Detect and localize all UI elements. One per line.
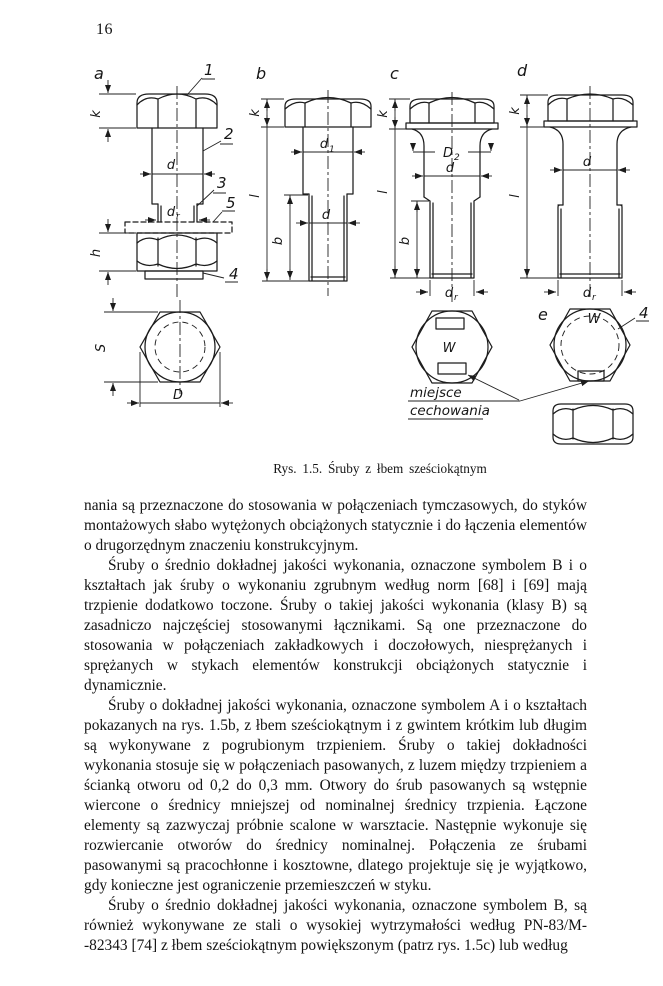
bolt-c-drawing [389, 92, 498, 302]
variant-label-a: a [94, 64, 104, 83]
paragraph-2: Śruby o średnio dokładnej jakości wykonania, oznaczone symbolem B i o kształtach jak śruby o wykonaniu zgrubnym według norm [68] i [69] mają trzpienie dodatkowo toczone. Śruby o takiej jakości wykonania (klasy B) są zasadniczo najczęściej stosowanymi łącznikami. Są one przeznaczone do stosowania w połączeniach zakładkowych i doczołowych, niesprężanych i sprężanych w stykach elementów konstrukcji obciążonych statycznie i dynamicznie. [84, 557, 587, 694]
dim-dr-sub-bolt-d: r [592, 293, 596, 303]
dim-d-bolt-d: d [582, 155, 592, 170]
dim-D2-sub-bolt-c: 2 [454, 153, 460, 163]
nut-side-view [553, 404, 633, 444]
variant-label-d: d [517, 61, 528, 80]
dim-d1-sub-bolt-b: 1 [329, 145, 335, 155]
callout-4-hex-e: 4 [639, 304, 649, 322]
marking-label-line2: cechowania [410, 403, 490, 419]
dim-dr-sub-bolt-c: r [454, 293, 458, 303]
dim-D2-bolt-c: D [442, 146, 454, 161]
dim-k-bolt-d: k [508, 107, 523, 115]
paragraph-4: Śruby o średnio dokładnej jakości wykonania, oznaczone symbolem B, są również wykonywane ze stali o wysokiej wytrzymałości według PN-83/M- -82343 [74] z łbem sześciokątnym powiększonym (patrz rys. 1.5c) lub według [84, 897, 587, 954]
callout-3: 3 [217, 174, 227, 192]
hex-view-a [104, 298, 233, 407]
bolt-b-drawing [261, 90, 371, 296]
dim-dr-bolt-a: d [166, 205, 176, 220]
marking-label-line1: miejsce [410, 385, 462, 401]
dim-h-bolt-a: h [89, 248, 104, 258]
dim-d-bolt-c: d [445, 161, 455, 176]
variant-label-b: b [256, 64, 267, 83]
dim-d1-bolt-b: d [319, 137, 329, 152]
dim-k-bolt-a: k [89, 110, 104, 118]
figure-caption: Rys. 1.5. Śruby z łbem sześciokątnym [273, 461, 487, 476]
dim-k-bolt-c: k [376, 110, 391, 118]
callout-4: 4 [229, 265, 239, 283]
figure-rys-1-5 [0, 0, 663, 456]
dim-D: D [172, 388, 184, 403]
bolt-drawing-svg [0, 0, 663, 456]
dim-W-left-hex: W [442, 341, 456, 356]
dim-l-bolt-d: l [508, 194, 523, 198]
page-number: 16 [96, 21, 113, 38]
dim-d-bolt-a: d [166, 158, 176, 173]
dim-dr-bolt-d: d [582, 286, 592, 301]
callout-5: 5 [226, 194, 236, 212]
dim-k-bolt-b: k [248, 109, 263, 117]
body-text [84, 496, 587, 956]
dim-l-bolt-c: l [376, 190, 391, 194]
dim-dr-sub-bolt-a: r [176, 212, 180, 222]
dim-dr-bolt-c: d [444, 286, 454, 301]
dim-W-right-hex: W [587, 312, 601, 327]
dim-l-bolt-b: l [248, 194, 263, 198]
callout-2: 2 [224, 125, 234, 143]
variant-label-e: e [538, 305, 548, 324]
paragraph-1: nania są przeznaczone do stosowania w połączeniach tymczasowych, do styków montażowych słabo wytężonych obciążonych statycznie i do łączenia elementów o drugorzędnym znaczeniu konstrukcyjnym. [84, 497, 587, 554]
bolt-d-drawing [520, 86, 637, 300]
dim-b-bolt-c: b [398, 236, 413, 246]
callout-1: 1 [204, 61, 214, 79]
dim-b-bolt-b: b [271, 236, 286, 246]
dim-d-bolt-b: d [321, 208, 331, 223]
dim-S: S [94, 343, 109, 353]
paragraph-3: Śruby o dokładnej jakości wykonania, oznaczone symbolem A i o kształtach pokazanych na rys. 1.5b, z łbem sześciokątnym i z gwintem krótkim lub długim są wykonywane z pogrubionym trzpieniem. Śruby o takiej dokładności wykonania stosuje się w połączeniach pasowanych, z luzem między trzpieniem a ścianką otworu od 0,2 do 0,3 mm. Otwory do śrub pasowanych są wstępnie wiercone o średnicy mniejszej od nominalnej średnicy trzpienia. Łączone elementy są zazwyczaj próbnie scalone w warsztacie. Następnie wykonuje się rozwiercanie otworów do średnicy nominalnej. Połączenia ze śrubami pasowanymi są pracochłonne i kosztowne, dlatego projektuje się je wyjątkowo, gdy konieczne jest ograniczenie przemieszczeń w styku. [84, 697, 587, 894]
variant-label-c: c [390, 64, 399, 83]
